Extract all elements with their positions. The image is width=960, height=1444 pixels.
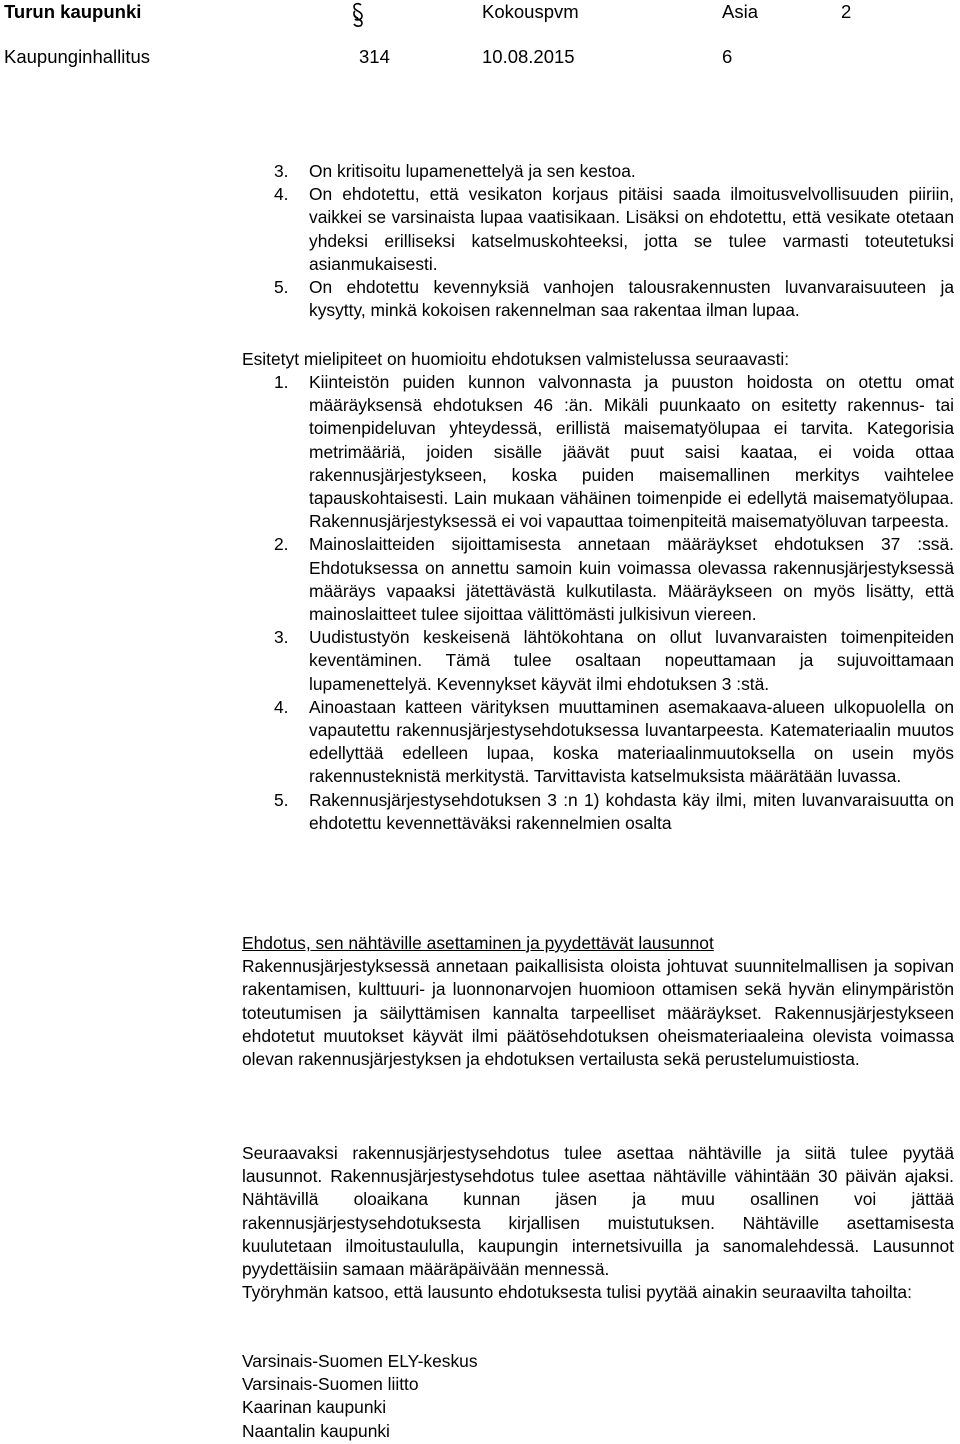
statement-request-paragraph: Työryhmän katsoo, että lausunto ehdotuksesta tulisi pyytää ainakin seuraavilta tahoilta:	[242, 1282, 912, 1302]
list-item-number: 4.	[274, 184, 289, 205]
recipient: Varsinais-Suomen liitto	[242, 1374, 419, 1395]
list-item	[274, 696, 954, 789]
list-item-text: On kritisoitu lupamenettelyä ja sen kestoa.	[309, 161, 636, 181]
list-item-text: Kiinteistön puiden kunnon valvonnasta ja puuston hoidosta on otettu omat määräyksensä ehdotuksen 46 :än. Mikäli puunkaato on esitetty rakennus- tai toimenpideluvan yhteydessä, erillistä maisematyölupaa ei tarvita. Kategorisia metrimääriä, joiden sisälle jäävät puut saisi kaataa, ei voida ottaa rakennusjärjestykseen, koska puiden maisemallinen merkitys vaihtelee tapauskohtaisesti. Lain mukaan vähäinen toimenpide ei edellytä maisematyölupaa. Rakennusjärjestyksessä ei voi vapauttaa toimenpiteitä maisematyöluvan tarpeesta.	[309, 372, 954, 532]
list-item-text: Rakennusjärjestysehdotuksen 3 :n 1) kohdasta käy ilmi, miten luvanvaraisuutta on ehdotettu kevennettäväksi rakennelmien osalta	[309, 789, 954, 833]
organization-name: Turun kaupunki	[4, 1, 142, 22]
list-item-number: 1.	[274, 372, 289, 392]
recipient: Naantalin kaupunki	[242, 1420, 390, 1441]
list-item	[274, 160, 954, 183]
section-number: 314	[359, 46, 390, 67]
list-item-number: 4.	[274, 696, 289, 717]
section-paragraph: Rakennusjärjestyksessä annetaan paikallisista oloista johtuvat suunnitelmallisen ja sopivan rakentamisen, kulttuuri- ja luonnonarvojen huomioon ottamisen sekä hyvän elinympäristön toteutumisen ja säilyttämisen kannalta tarpeelliset määräykset. Rakennusjärjestykseen ehdotetut muutokset käyvät ilmi päätösehdotuksen oheismateriaaleina olevista voimassa olevan rakennusjärjestyksen ja ehdotuksen vertailusta sekä perustelumuistiosta.	[242, 956, 954, 1070]
list-item	[274, 276, 954, 322]
list-item	[274, 371, 954, 533]
list-item-number: 5.	[274, 789, 289, 810]
list-item	[274, 183, 954, 276]
item-number: 6	[722, 46, 733, 67]
list-item-number: 3.	[274, 161, 289, 181]
recipients-list	[242, 1350, 642, 1443]
list-item-number: 5.	[274, 277, 289, 298]
meeting-date: 10.08.2015	[482, 46, 575, 67]
section-sign-icon	[351, 2, 365, 28]
recipient: Kaarinan kaupunki	[242, 1397, 387, 1418]
proposal-section	[242, 932, 954, 1071]
recipient: Varsinais-Suomen ELY-keskus	[242, 1351, 478, 1371]
page-number: 2	[841, 1, 852, 22]
list-item-text: Uudistustyön keskeisenä lähtökohtana on ollut luvanvaraisten toimenpiteiden keventäminen. Tämä tulee osaltaan nopeuttamaan ja sujuvoittamaan lupamenettelyä. Kevennykset käyvät ilmi ehdotuksen 3 :stä.	[309, 627, 954, 694]
list-item-text: Mainoslaitteiden sijoittamisesta annetaan määräykset ehdotuksen 37 :ssä. Ehdotuksessa on annettu samoin kuin voimassa olevassa rakennusjärjestyksessä määräys vapaaksi jätettävästä kulkutilasta. Määräykseen on myös lisätty, että mainoslaitteet tulee sijoittaa välittömästi julkisivun viereen.	[309, 534, 954, 625]
objections-list	[274, 160, 954, 322]
publication-paragraph: Seuraavaksi rakennusjärjestysehdotus tulee asettaa nähtäville ja siitä tulee pyytää lausunnot. Rakennusjärjestysehdotus tulee asettaa nähtäville vähintään 30 päivän ajaksi. Nähtävillä oloaikana kunnan jäsen ja muu osallinen voi jättää rakennusjärjestysehdotuksesta kirjallisen muistutuksen. Nähtäville asettamisesta kuulutetaan ilmoitustaululla, kaupungin internetsivuilla ja sanomalehdessä. Lausunnot pyydettäisiin samaan määräpäivään mennessä.	[242, 1143, 954, 1280]
meeting-date-label: Kokouspvm	[482, 1, 579, 22]
list-item-text: Ainoastaan katteen värityksen muuttaminen asemakaava-alueen ulkopuolella on vapautettu rakennusjärjestysehdotuksessa luvantarpeesta. Katemateriaalin muutos edellyttää edelleen lupaa, koska materiaalinmuutoksella on usein myös rakennusteknistä merkitystä. Tarvittavista katselmuksista määrätään luvassa.	[309, 696, 954, 787]
body-name: Kaupunginhallitus	[4, 46, 151, 67]
section-heading: Ehdotus, sen nähtäville asettaminen ja pyydettävät lausunnot	[242, 933, 714, 953]
list-item	[274, 626, 954, 696]
responses-list	[274, 371, 954, 835]
responses-intro: Esitetyt mielipiteet on huomioitu ehdotuksen valmistelussa seuraavasti:	[242, 349, 790, 369]
list-item-text: On ehdotettu kevennyksiä vanhojen talousrakennusten luvanvaraisuuteen ja kysytty, minkä kokoisen rakennelman saa rakentaa ilman lupaa.	[309, 277, 954, 321]
list-item	[274, 533, 954, 626]
list-item	[274, 789, 954, 835]
list-item-text: On ehdotettu, että vesikaton korjaus pitäisi saada ilmoitusvelvollisuuden piiriin, vaikkei se varsinaista lupaa vaatisikaan. Lisäksi on ehdotettu, että vesikate otetaan yhdeksi erilliseksi katselmuskohteeksi, jotta se tulee varmasti toteutetuksi asianmukaisesti.	[309, 184, 954, 274]
list-item-number: 2.	[274, 534, 289, 555]
section-sign-glyph	[351, 2, 365, 28]
item-label: Asia	[722, 1, 758, 22]
list-item-number: 3.	[274, 627, 289, 648]
